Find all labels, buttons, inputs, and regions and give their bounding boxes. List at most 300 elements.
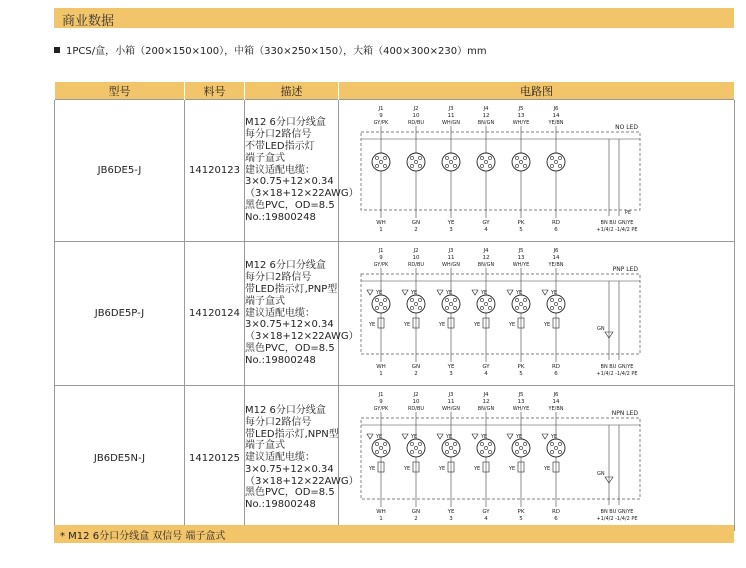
connector-pin-icon (383, 306, 386, 309)
connector-pin-icon (383, 450, 386, 453)
pin-number: 14 (552, 113, 560, 119)
desc-line: No.:19800248 (245, 499, 316, 511)
led-label: YE (446, 290, 453, 296)
bottom-color-label: RD (551, 220, 561, 226)
led-label: YE (509, 466, 516, 472)
m12-connector-icon (477, 153, 495, 171)
bottom-number-label: 2 (414, 227, 418, 233)
section-title: 商业数据 (62, 14, 115, 29)
connector-pin-icon (488, 156, 491, 159)
wire-color-label: WH/YE (512, 262, 530, 268)
connector-pin-icon (445, 306, 448, 309)
desc-line: 黑色PVC，OD=8.5 (245, 342, 335, 354)
bottom-number-label: 3 (449, 516, 453, 522)
connector-pin-icon (523, 306, 526, 309)
led-diode-icon (472, 290, 478, 295)
connector-pin-icon (414, 446, 417, 449)
led-label: YE (474, 466, 481, 472)
connector-pin-icon (488, 450, 491, 453)
connector-pin-icon (453, 306, 456, 309)
led-label: YE (544, 466, 551, 472)
desc-cell (245, 242, 359, 386)
connector-pin-icon (453, 298, 456, 301)
model-cell: JB6DE5-J (55, 100, 185, 242)
bottom-number-label: 2 (414, 516, 418, 522)
bottom-color-label: YE (447, 220, 455, 226)
wire-color-label: YE/BN (548, 262, 564, 268)
led-diode-icon (507, 290, 513, 295)
pin-number: 13 (517, 113, 525, 119)
connector-pin-icon (410, 156, 413, 159)
port-label: J2 (413, 392, 419, 398)
port-label: J6 (553, 106, 559, 112)
spec-table (54, 82, 735, 531)
bottom-number-label: 4 (484, 371, 488, 377)
led-diode-icon (542, 290, 548, 295)
desc-cell (245, 100, 359, 242)
pin-number: 12 (482, 399, 490, 405)
connector-pin-icon (558, 164, 561, 167)
port-label: J1 (378, 106, 384, 112)
port-label: J3 (448, 392, 454, 398)
wire-color-label: BN/GN (477, 406, 495, 412)
desc-line: 3×0.75+12×0.34 (245, 319, 334, 331)
led-label: YE (516, 434, 523, 440)
connector-pin-icon (484, 160, 487, 163)
bottom-color-label: YE (447, 509, 455, 515)
m12-connector-icon (407, 153, 425, 171)
wire-color-label: WH/YE (512, 406, 530, 412)
circuit-diagram (339, 242, 735, 382)
packaging-text: 1PCS/盒，小箱（200×150×100），中箱（330×250×150），大箱（400×300×230）mm (66, 46, 487, 57)
port-label: J4 (483, 248, 489, 254)
connector-pin-icon (515, 306, 518, 309)
connector-pin-icon (550, 450, 553, 453)
port-label: J3 (448, 106, 454, 112)
m12-connector-icon (547, 153, 565, 171)
table-header-row (55, 82, 735, 100)
port-label: J5 (518, 248, 524, 254)
led-label: YE (474, 322, 481, 328)
connector-pin-icon (453, 442, 456, 445)
bottom-number-label: 2 (414, 371, 418, 377)
desc-line: 黑色PVC，OD=8.5 (245, 487, 335, 499)
led-label: YE (516, 290, 523, 296)
desc-line: No.:19800248 (245, 354, 316, 366)
pin-number: 10 (412, 113, 420, 119)
connector-pin-icon (523, 298, 526, 301)
wire-color-label: WH/GN (441, 406, 461, 412)
connector-pin-icon (554, 160, 557, 163)
circuit-type-label: NPN LED (611, 410, 638, 417)
bottom-number-label: 1 (379, 371, 383, 377)
connector-pin-icon (488, 306, 491, 309)
bottom-color-label: GN (411, 364, 421, 370)
port-label: J5 (518, 106, 524, 112)
table-row (55, 242, 735, 386)
desc-line: （3×18+12×22AWG） (245, 188, 359, 200)
connector-pin-icon (558, 442, 561, 445)
m12-connector-icon (407, 439, 425, 457)
pin-number: 13 (517, 255, 525, 261)
led-label: YE (481, 434, 488, 440)
m12-connector-icon (512, 295, 530, 313)
connector-pin-icon (418, 442, 421, 445)
pin-number: 9 (379, 113, 383, 119)
connector-pin-icon (550, 306, 553, 309)
connector-pin-icon (375, 298, 378, 301)
led-diode-icon (437, 290, 443, 295)
m12-connector-icon (442, 295, 460, 313)
connector-pin-icon (449, 160, 452, 163)
enclosure-outline (361, 418, 640, 499)
desc-line: M12 6分口分线盒 (245, 117, 326, 129)
pin-number: 11 (447, 399, 455, 405)
port-label: J6 (553, 392, 559, 398)
connector-pin-icon (519, 160, 522, 163)
connector-pin-icon (488, 442, 491, 445)
circuit-cell (339, 100, 735, 242)
m12-connector-icon (372, 295, 390, 313)
port-label: J4 (483, 392, 489, 398)
bottom-number-label: 6 (554, 516, 558, 522)
connector-pin-icon (523, 442, 526, 445)
bottom-color-label: WH (376, 509, 386, 515)
pin-number: 12 (482, 255, 490, 261)
model-cell: JB6DE5P-J (55, 242, 185, 386)
desc-line: 带LED指示灯,PNP型 (245, 284, 338, 295)
port-label: J2 (413, 248, 419, 254)
connector-pin-icon (379, 446, 382, 449)
connector-pin-icon (484, 302, 487, 305)
pin-number: 14 (552, 255, 560, 261)
packaging-info (54, 42, 487, 57)
port-label: J4 (483, 106, 489, 112)
circuit-diagram (339, 386, 735, 527)
port-label: J1 (378, 392, 384, 398)
led-label: YE (439, 322, 446, 328)
led-diode-icon (367, 290, 373, 295)
power-colors-label: BN BU GN/YE (600, 364, 634, 370)
pin-number: 13 (517, 399, 525, 405)
part-cell: 14120123 (185, 100, 245, 242)
gn-label: GN (597, 471, 605, 477)
led-label: YE (551, 290, 558, 296)
circuit-cell (339, 386, 735, 531)
led-diode-icon (437, 434, 443, 439)
m12-connector-icon (547, 439, 565, 457)
pin-number: 11 (447, 113, 455, 119)
desc-line: 每分口2路信号 (245, 416, 312, 428)
connector-pin-icon (480, 306, 483, 309)
bottom-color-label: WH (376, 220, 386, 226)
power-pin-labels: +1/4/2 -1/4/2 PE (596, 227, 638, 233)
connector-pin-icon (375, 164, 378, 167)
connector-pin-icon (453, 450, 456, 453)
desc-line: 不带LED指示灯 (245, 141, 315, 152)
col-header-circuit: 电路图 (339, 82, 735, 100)
port-label: J6 (553, 248, 559, 254)
led-label: YE (404, 466, 411, 472)
pin-number: 10 (412, 399, 420, 405)
connector-pin-icon (519, 302, 522, 305)
desc-line: 端子盒式 (245, 152, 285, 164)
led-diode-icon (402, 290, 408, 295)
connector-pin-icon (515, 156, 518, 159)
bottom-number-label: 3 (449, 371, 453, 377)
connector-pin-icon (418, 164, 421, 167)
led-label: YE (446, 434, 453, 440)
circuit-type-label: NO LED (615, 124, 638, 131)
connector-pin-icon (523, 450, 526, 453)
pe-label: PE (625, 210, 632, 216)
m12-connector-icon (407, 295, 425, 313)
connector-pin-icon (383, 298, 386, 301)
m12-connector-icon (547, 295, 565, 313)
wire-color-label: WH/GN (441, 120, 461, 126)
led-label: YE (544, 322, 551, 328)
connector-pin-icon (554, 446, 557, 449)
connector-pin-icon (445, 442, 448, 445)
connector-pin-icon (480, 298, 483, 301)
connector-pin-icon (418, 306, 421, 309)
led-label: YE (411, 434, 418, 440)
connector-pin-icon (550, 156, 553, 159)
desc-line: 带LED指示灯,NPN型 (245, 428, 339, 440)
connector-pin-icon (410, 298, 413, 301)
bottom-color-label: GN (411, 220, 421, 226)
power-colors-label: BN BU GN/YE (600, 509, 634, 515)
connector-pin-icon (550, 442, 553, 445)
connector-pin-icon (515, 450, 518, 453)
connector-pin-icon (558, 298, 561, 301)
connector-pin-icon (488, 164, 491, 167)
connector-pin-icon (453, 156, 456, 159)
bottom-number-label: 5 (519, 516, 523, 522)
connector-pin-icon (375, 442, 378, 445)
connector-pin-icon (515, 164, 518, 167)
led-diode-icon (542, 434, 548, 439)
m12-connector-icon (442, 153, 460, 171)
wire-color-label: BN/GN (477, 120, 495, 126)
led-label: YE (411, 290, 418, 296)
pin-number: 11 (447, 255, 455, 261)
led-label: YE (369, 466, 376, 472)
led-label: YE (376, 290, 383, 296)
wire-color-label: RD/BU (407, 406, 425, 412)
wire-color-label: GY/PK (373, 406, 389, 412)
bottom-color-label: PK (517, 220, 525, 226)
desc-line: 建议适配电缆： (245, 164, 315, 176)
bottom-number-label: 6 (554, 227, 558, 233)
bullet-square-icon (54, 47, 60, 53)
circuit-type-label: PNP LED (612, 266, 638, 273)
bottom-color-label: WH (376, 364, 386, 370)
wire-color-label: WH/YE (512, 120, 530, 126)
desc-line: 3×0.75+12×0.34 (245, 463, 334, 475)
led-diode-icon (402, 434, 408, 439)
connector-pin-icon (379, 160, 382, 163)
connector-pin-icon (453, 164, 456, 167)
led-diode-icon (507, 434, 513, 439)
led-label: YE (376, 434, 383, 440)
led-label: YE (439, 466, 446, 472)
enclosure-outline (361, 274, 640, 354)
connector-pin-icon (449, 446, 452, 449)
desc-line: 每分口2路信号 (245, 272, 312, 284)
connector-pin-icon (515, 298, 518, 301)
bottom-color-label: PK (517, 364, 525, 370)
connector-pin-icon (558, 156, 561, 159)
bottom-color-label: YE (447, 364, 455, 370)
connector-pin-icon (379, 302, 382, 305)
m12-connector-icon (477, 439, 495, 457)
connector-pin-icon (375, 306, 378, 309)
connector-pin-icon (445, 156, 448, 159)
connector-pin-icon (410, 306, 413, 309)
connector-pin-icon (410, 442, 413, 445)
enclosure-outline (361, 132, 640, 210)
desc-line: 每分口2路信号 (245, 129, 312, 141)
connector-pin-icon (558, 450, 561, 453)
wire-color-label: RD/BU (407, 262, 425, 268)
led-label: YE (481, 290, 488, 296)
connector-pin-icon (418, 450, 421, 453)
desc-line: No.:19800248 (245, 211, 316, 223)
bottom-color-label: GY (482, 364, 490, 370)
desc-line: （3×18+12×22AWG） (245, 475, 359, 487)
led-label: YE (369, 322, 376, 328)
desc-line: M12 6分口分线盒 (245, 260, 326, 272)
part-cell: 14120125 (185, 386, 245, 531)
bottom-color-label: GN (411, 509, 421, 515)
bottom-number-label: 5 (519, 371, 523, 377)
desc-line: （3×18+12×22AWG） (245, 331, 359, 343)
connector-pin-icon (445, 164, 448, 167)
connector-pin-icon (383, 442, 386, 445)
connector-pin-icon (414, 302, 417, 305)
wire-color-label: RD/BU (407, 120, 425, 126)
col-header-desc: 描述 (245, 82, 339, 100)
desc-line: 端子盒式 (245, 295, 285, 307)
wire-color-label: YE/BN (548, 406, 564, 412)
connector-pin-icon (488, 298, 491, 301)
power-pin-labels: +1/4/2 -1/4/2 PE (596, 516, 638, 522)
col-header-model: 型号 (55, 82, 185, 100)
connector-pin-icon (523, 156, 526, 159)
m12-connector-icon (512, 439, 530, 457)
port-label: J3 (448, 248, 454, 254)
desc-line: 建议适配电缆： (245, 452, 315, 464)
part-cell: 14120124 (185, 242, 245, 386)
section-header (54, 8, 734, 28)
bottom-color-label: GY (482, 509, 490, 515)
connector-pin-icon (375, 450, 378, 453)
desc-line: 建议适配电缆： (245, 307, 315, 319)
connector-pin-icon (375, 156, 378, 159)
wire-color-label: WH/GN (441, 262, 461, 268)
bottom-number-label: 1 (379, 227, 383, 233)
connector-pin-icon (523, 164, 526, 167)
port-label: J1 (378, 248, 384, 254)
power-pin-labels: +1/4/2 -1/4/2 PE (596, 371, 638, 377)
pin-number: 9 (379, 255, 383, 261)
led-diode-icon (472, 434, 478, 439)
port-label: J5 (518, 392, 524, 398)
bottom-number-label: 4 (484, 227, 488, 233)
desc-line: 黑色PVC，OD=8.5 (245, 199, 335, 211)
footnote-bar (54, 525, 734, 543)
power-colors-label: BN BU GN/YE (600, 220, 634, 226)
bottom-number-label: 1 (379, 516, 383, 522)
connector-pin-icon (558, 306, 561, 309)
bottom-number-label: 4 (484, 516, 488, 522)
connector-pin-icon (480, 450, 483, 453)
connector-pin-icon (418, 156, 421, 159)
connector-pin-icon (480, 164, 483, 167)
connector-pin-icon (519, 446, 522, 449)
bottom-number-label: 5 (519, 227, 523, 233)
model-cell: JB6DE5N-J (55, 386, 185, 531)
port-label: J2 (413, 106, 419, 112)
bottom-color-label: PK (517, 509, 525, 515)
footnote-text: * M12 6分口分线盒 双信号 端子盒式 (60, 531, 226, 542)
pin-number: 10 (412, 255, 420, 261)
bottom-color-label: RD (551, 364, 561, 370)
connector-pin-icon (515, 442, 518, 445)
connector-pin-icon (383, 156, 386, 159)
table-row (55, 386, 735, 531)
bottom-number-label: 3 (449, 227, 453, 233)
connector-pin-icon (418, 298, 421, 301)
led-diode-icon (367, 434, 373, 439)
desc-line: 端子盒式 (245, 440, 285, 452)
desc-cell (245, 386, 359, 531)
m12-connector-icon (477, 295, 495, 313)
bottom-color-label: GY (482, 220, 490, 226)
col-header-part: 料号 (185, 82, 245, 100)
connector-pin-icon (383, 164, 386, 167)
connector-pin-icon (484, 446, 487, 449)
connector-pin-icon (410, 164, 413, 167)
led-label: YE (551, 434, 558, 440)
m12-connector-icon (372, 439, 390, 457)
m12-connector-icon (372, 153, 390, 171)
connector-pin-icon (445, 450, 448, 453)
wire-color-label: BN/GN (477, 262, 495, 268)
pin-number: 14 (552, 399, 560, 405)
wire-color-label: GY/PK (373, 262, 389, 268)
led-label: YE (509, 322, 516, 328)
connector-pin-icon (449, 302, 452, 305)
bottom-number-label: 6 (554, 371, 558, 377)
pin-number: 12 (482, 113, 490, 119)
circuit-cell (339, 242, 735, 386)
connector-pin-icon (550, 298, 553, 301)
desc-line: M12 6分口分线盒 (245, 404, 326, 416)
table-row (55, 100, 735, 242)
pin-number: 9 (379, 399, 383, 405)
bottom-color-label: RD (551, 509, 561, 515)
connector-pin-icon (410, 450, 413, 453)
connector-pin-icon (445, 298, 448, 301)
desc-line: 3×0.75+12×0.34 (245, 176, 334, 188)
m12-connector-icon (512, 153, 530, 171)
gn-label: GN (597, 326, 605, 332)
connector-pin-icon (550, 164, 553, 167)
connector-pin-icon (414, 160, 417, 163)
connector-pin-icon (480, 442, 483, 445)
